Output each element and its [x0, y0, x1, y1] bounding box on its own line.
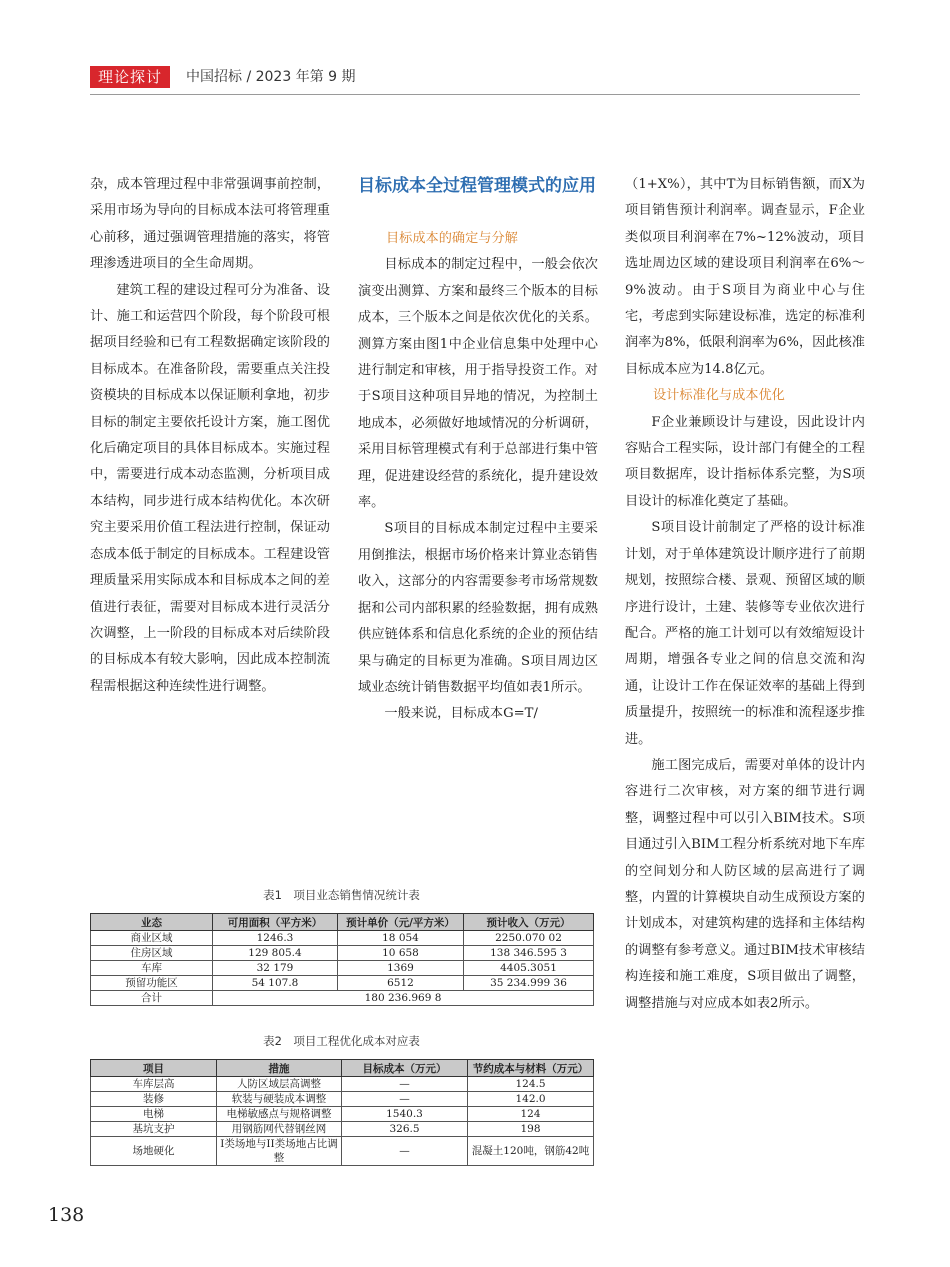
table-cell: 场地硬化 [91, 1137, 217, 1166]
page-header [90, 64, 860, 95]
table2 [90, 1059, 594, 1166]
table-cell: 人防区域层高调整 [217, 1077, 342, 1092]
paragraph: F企业兼顾设计与建设，因此设计内容贴合工程实际，设计部门有健全的工程项目数据库，设计指标体系完整，为S项目设计的标准化奠定了基础。 [625, 414, 865, 509]
table-cell: 软装与硬装成本调整 [217, 1092, 342, 1107]
total-label: 合计 [91, 991, 213, 1006]
table1 [90, 913, 594, 1006]
table-row [91, 1137, 594, 1166]
paragraph: S项目设计前制定了严格的设计标准计划，对于单体建筑设计顺序进行了前期规划，按照综合楼、景观、预留区域的顺序进行设计，土建、装修等专业依次进行配合。严格的施工计划可以有效缩短设计周期，增强各专业之间的信息交流和沟通，让设计工作在保证效率的基础上得到质量提升，按照统一的标准和流程逐步推进。 [625, 520, 865, 747]
table-cell: 326.5 [342, 1122, 468, 1137]
table-cell: 18 054 [338, 931, 464, 946]
section-tag: 理论探讨 [90, 66, 170, 88]
table-header-cell: 预计单价（元/平方米） [338, 914, 464, 931]
table-header-row [91, 914, 594, 931]
paragraph: 施工图完成后，需要对单体的设计内容进行二次审核，对方案的细节进行调整，调整过程中可以引入BIM技术。S项目通过引入BIM工程分析系统对地下车库的空间划分和人防区域的层高进行了调整，内置的计算模块自动生成预设方案的计划成本，对建筑构建的选择和主体结构的调整有参考意义。通过BIM技术审核结构连接和施工难度，S项目做出了调整，调整措施与对应成本如表2所示。 [625, 757, 865, 1011]
table-cell: 住房区域 [91, 946, 213, 961]
table-cell: 2250.070 02 [464, 931, 594, 946]
table-row [91, 961, 594, 976]
subsection-title: 目标成本的确定与分解 [386, 231, 518, 246]
table-total-row [91, 991, 594, 1006]
table-cell: 32 179 [213, 961, 338, 976]
table-cell: 商业区域 [91, 931, 213, 946]
table-cell: 54 107.8 [213, 976, 338, 991]
table-cell: 用钢筋网代替钢丝网 [217, 1122, 342, 1137]
column-3 [625, 172, 865, 1017]
table-row [91, 976, 594, 991]
table-cell: 129 805.4 [213, 946, 338, 961]
table-header-cell: 可用面积（平方米） [213, 914, 338, 931]
table-row [91, 1107, 594, 1122]
table-row [91, 1122, 594, 1137]
table-cell: — [342, 1077, 468, 1092]
table-cell: 35 234.999 36 [464, 976, 594, 991]
table-row [91, 1092, 594, 1107]
table1-caption: 表1 项目业态销售情况统计表 [263, 888, 420, 902]
journal-issue: 中国招标 / 2023 年第 9 期 [186, 69, 356, 85]
subsection-title: 设计标准化与成本优化 [653, 388, 785, 404]
table-cell: — [342, 1137, 468, 1166]
paragraph: 目标成本的制定过程中，一般会依次演变出测算、方案和最终三个版本的目标成本，三个版本之间是依次优化的关系。测算方案由图1中企业信息集中处理中心进行制定和审核，用于指导投资工作。对于S项目这种项目异地的情况，为控制土地成本，必须做好地域情况的分析调研，采用目标管理模式有利于总部进行集中管理，促进建设经营的系统化，提升建设效率。 [358, 257, 598, 511]
table-header-cell: 节约成本与材料（万元） [468, 1060, 594, 1077]
table-cell: — [342, 1092, 468, 1107]
table-cell: 124 [468, 1107, 594, 1122]
paragraph: 一般来说，目标成本G=T/ [384, 706, 538, 722]
table-cell: I类场地与II类场地占比调整 [217, 1137, 342, 1166]
table2-caption: 表2 项目工程优化成本对应表 [263, 1034, 420, 1048]
table-header-cell: 目标成本（万元） [342, 1060, 468, 1077]
table-cell: 198 [468, 1122, 594, 1137]
table-cell: 142.0 [468, 1092, 594, 1107]
total-value: 180 236.969 8 [213, 991, 594, 1006]
table-header-cell: 项目 [91, 1060, 217, 1077]
paragraph: 杂，成本管理过程中非常强调事前控制，采用市场为导向的目标成本法可将管理重心前移，通过强调管理措施的落实，将管理渗透进项目的全生命周期。 [90, 177, 330, 272]
table-cell: 基坑支护 [91, 1122, 217, 1137]
table-cell: 6512 [338, 976, 464, 991]
paragraph: 建筑工程的建设过程可分为准备、设计、施工和运营四个阶段，每个阶段可根据项目经验和已有工程数据确定该阶段的目标成本。在准备阶段，需要重点关注投资模块的目标成本以保证顺利拿地，初步目标的制定主要依托设计方案，施工图优化后确定项目的具体目标成本。实施过程中，需要进行成本动态监测，分析项目成本结构，同步进行成本结构优化。本次研究主要采用价值工程法进行控制，保证动态成本低于制定的目标成本。工程建设管理质量采用实际成本和目标成本之间的差值进行表征，需要对目标成本进行灵活分次调整，上一阶段的目标成本对后续阶段的目标成本有较大影响，因此成本控制流程需根据这种连续性进行调整。 [90, 282, 330, 694]
section-title: 目标成本全过程管理模式的应用 [358, 176, 596, 196]
table-row [91, 946, 594, 961]
table-header-cell: 措施 [217, 1060, 342, 1077]
table-cell: 1246.3 [213, 931, 338, 946]
table-cell: 1540.3 [342, 1107, 468, 1122]
table-header-row [91, 1060, 594, 1077]
table-row [91, 931, 594, 946]
table-cell: 装修 [91, 1092, 217, 1107]
page-number: 138 [48, 1204, 85, 1226]
table-cell: 车库层高 [91, 1077, 217, 1092]
table-header-cell: 业态 [91, 914, 213, 931]
paragraph: （1+X%），其中T为目标销售额，而X为项目销售预计利润率。调查显示，F企业类似项目利润率在7%~12%波动，项目选址周边区域的建设项目利润率在6%～9%波动。由于S项目为商业中心与住宅，考虑到实际建设标准，选定的标准利润率为8%，低限利润率为6%，因此核准目标成本应为14.8亿元。 [625, 177, 865, 377]
table-cell: 138 346.595 3 [464, 946, 594, 961]
table-cell: 混凝土120吨，钢筋42吨 [468, 1137, 594, 1166]
table-cell: 1369 [338, 961, 464, 976]
table-cell: 124.5 [468, 1077, 594, 1092]
table-cell: 电梯 [91, 1107, 217, 1122]
table-cell: 车库 [91, 961, 213, 976]
column-1 [90, 172, 330, 700]
table-header-cell: 预计收入（万元） [464, 914, 594, 931]
paragraph: S项目的目标成本制定过程中主要采用倒推法，根据市场价格来计算业态销售收入，这部分的内容需要参考市场常规数据和公司内部积累的经验数据，拥有成熟供应链体系和信息化系统的企业的预估结果与确定的目标更为准确。S项目周边区域业态统计销售数据平均值如表1所示。 [358, 521, 598, 695]
table-cell: 10 658 [338, 946, 464, 961]
table-cell: 电梯敏感点与规格调整 [217, 1107, 342, 1122]
table-cell: 预留功能区 [91, 976, 213, 991]
table-row [91, 1077, 594, 1092]
column-2 [358, 172, 598, 728]
table-cell: 4405.3051 [464, 961, 594, 976]
